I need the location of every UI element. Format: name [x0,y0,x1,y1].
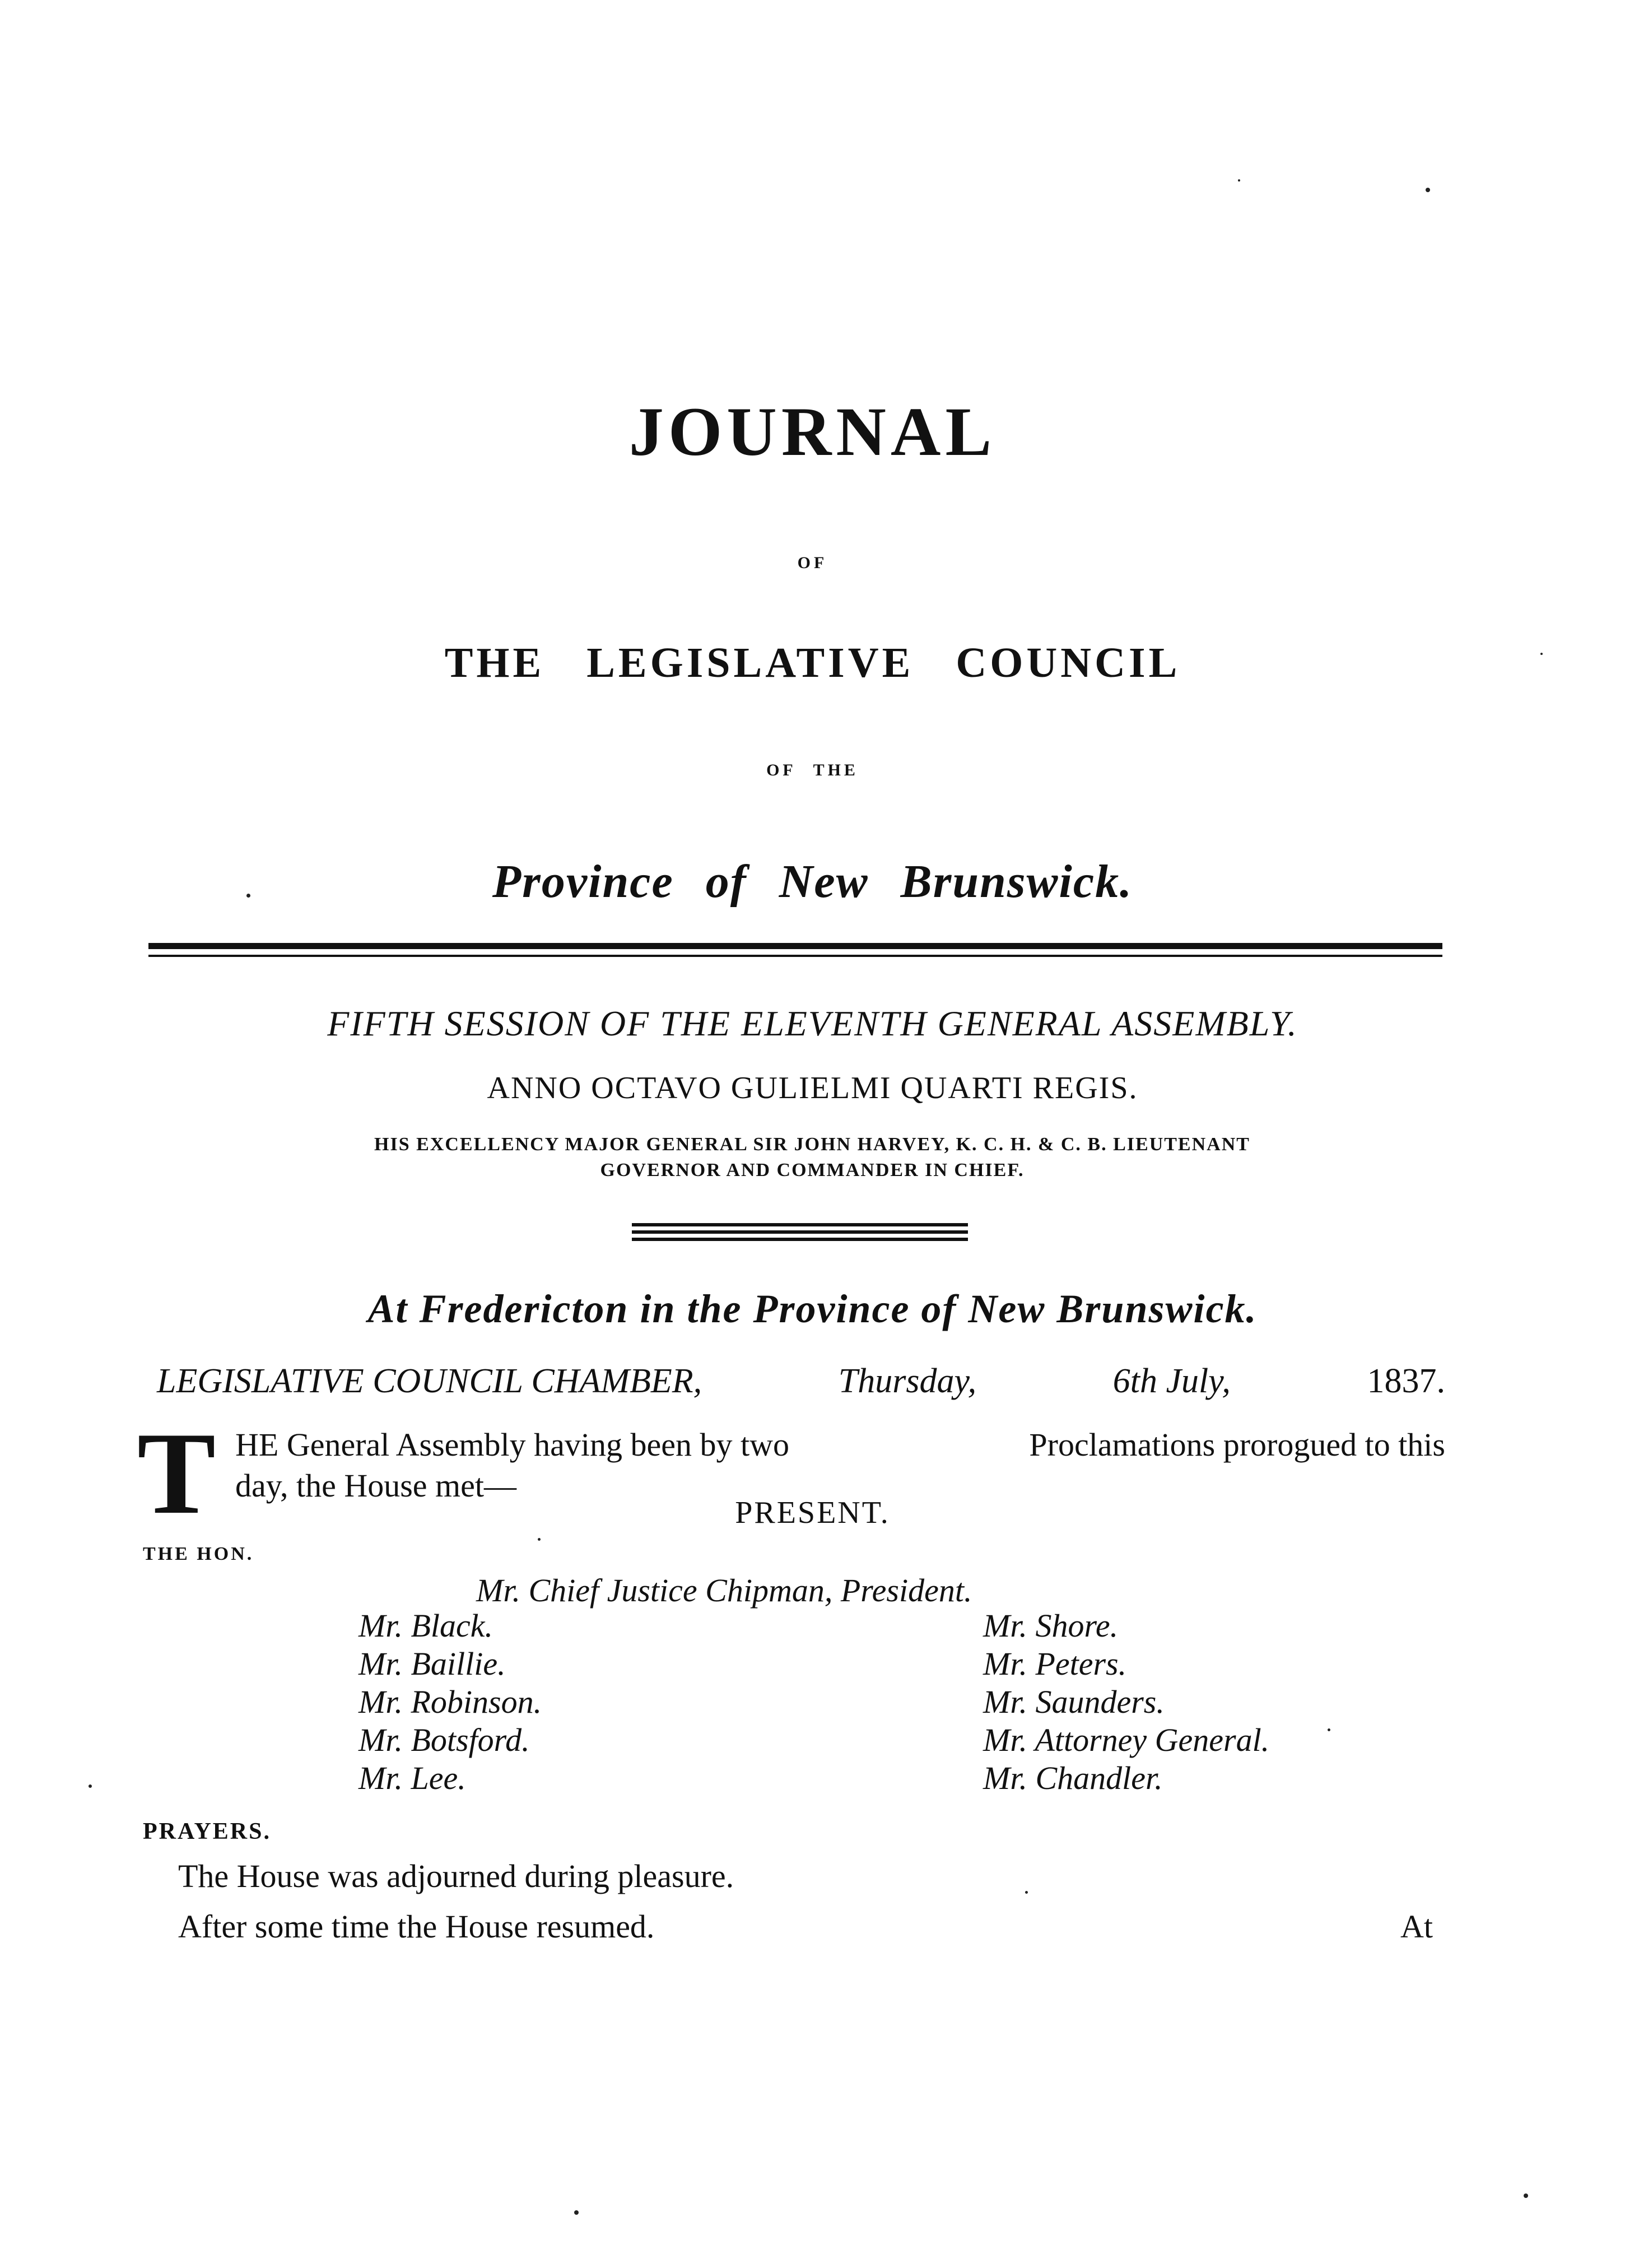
chamber-name: LEGISLATIVE COUNCIL CHAMBER, [157,1362,702,1400]
opening-line-1 [235,1426,1445,1463]
member-right-4: Mr. Attorney General. [983,1722,1270,1758]
session-title: FIFTH SESSION OF THE ELEVENTH GENERAL ASSEMBLY. [327,1003,1298,1043]
council-heading: THE LEGISLATIVE COUNCIL [444,639,1181,686]
of-the-label: OF THE [766,761,859,779]
drop-cap: T [137,1409,216,1539]
weekday: Thursday, [838,1362,977,1400]
chamber-date-line [157,1361,1445,1401]
year: 1837. [1367,1362,1445,1400]
scan-speck [1025,1891,1028,1894]
prayers-label: PRAYERS. [143,1819,271,1844]
opening-line-2: day, the House met— [235,1467,517,1504]
header-rule-thick [148,943,1442,949]
opening-line-1-left: HE General Assembly having been by two [235,1426,790,1463]
province-heading: Province of New Brunswick. [492,856,1133,908]
scan-speck [89,1784,92,1788]
scan-speck [1540,653,1543,655]
the-hon-label: THE HON. [143,1544,254,1564]
scan-speck [246,894,250,898]
date: 6th July, [1112,1362,1231,1400]
scan-speck [1238,179,1240,182]
section-rule-3 [632,1238,968,1241]
member-right-3: Mr. Saunders. [983,1684,1165,1720]
section-rule-2 [632,1230,968,1234]
section-rule-1 [632,1223,968,1226]
scan-speck [1524,2193,1528,2198]
member-right-1: Mr. Shore. [983,1607,1119,1644]
excellency-line-2: GOVERNOR AND COMMANDER IN CHIEF. [600,1160,1025,1181]
excellency-line [179,1132,1445,1183]
proceeding-line-2: After some time the House resumed. [178,1908,655,1945]
scan-speck [1426,188,1430,192]
member-left-4: Mr. Botsford. [358,1722,530,1758]
of-label: OF [797,554,828,572]
header-rule-thin [148,955,1442,957]
president-entry: Mr. Chief Justice Chipman, President. [476,1572,972,1609]
member-left-5: Mr. Lee. [358,1760,466,1796]
scan-speck [574,2210,579,2215]
member-left-1: Mr. Black. [358,1607,493,1644]
place-heading: At Fredericton in the Province of New Brunswick. [367,1286,1258,1331]
member-right-5: Mr. Chandler. [983,1760,1163,1796]
excellency-line-1: HIS EXCELLENCY MAJOR GENERAL SIR JOHN HARVEY, K. C. H. & C. B. LIEUTENANT [374,1134,1250,1155]
journal-title: JOURNAL [628,393,997,470]
opening-line-1-right: Proclamations prorogued to this [1029,1426,1445,1463]
member-right-2: Mr. Peters. [983,1646,1127,1682]
present-label: PRESENT. [735,1495,890,1530]
catchword: At [1400,1908,1433,1945]
anno-line: ANNO OCTAVO GULIELMI QUARTI REGIS. [487,1071,1138,1105]
member-left-3: Mr. Robinson. [358,1684,542,1720]
scan-speck [538,1538,541,1541]
scan-speck [1328,1728,1330,1731]
proceeding-line-1: The House was adjourned during pleasure. [178,1858,734,1894]
member-left-2: Mr. Baillie. [358,1646,506,1682]
